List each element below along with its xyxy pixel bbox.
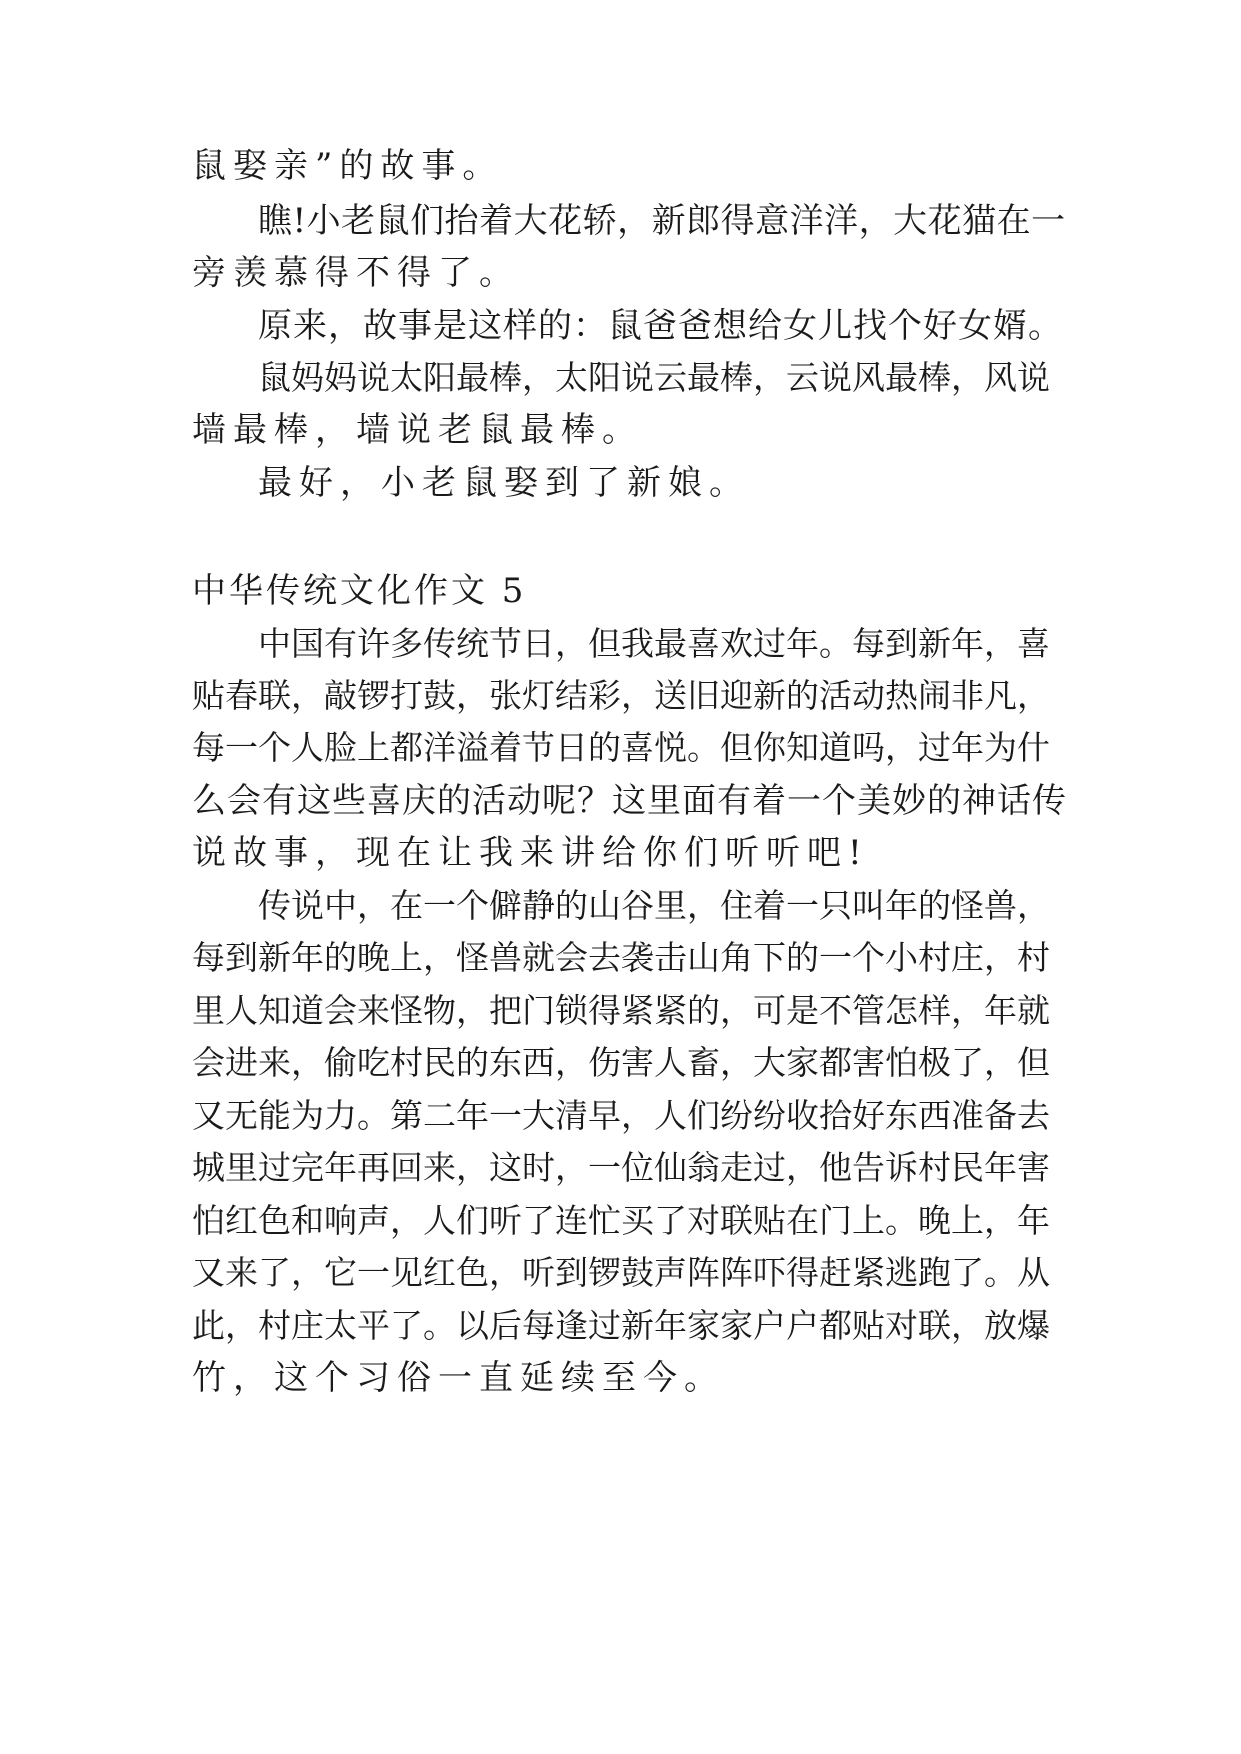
section-title: 中华传统文化作文 5: [192, 571, 527, 611]
paragraph-line: 中国有许多传统节日，但我最喜欢过年。每到新年，喜: [258, 624, 1050, 663]
paragraph-line: 怕红色和响声，人们听了连忙买了对联贴在门上。晚上，年: [192, 1201, 1050, 1240]
paragraph-line: 里人知道会来怪物，把门锁得紧紧的，可是不管怎样，年就: [192, 991, 1050, 1030]
paragraph-line: 原来，故事是这样的：鼠爸爸想给女儿找个好女婿。: [258, 306, 1063, 346]
paragraph-line: 鼠妈妈说太阳最棒，太阳说云最棒，云说风最棒，风说: [258, 358, 1050, 397]
paragraph-line: 旁羡慕得不得了。: [192, 253, 520, 293]
paragraph-line: 每一个人脸上都洋溢着节日的喜悦。但你知道吗，过年为什: [192, 728, 1050, 767]
paragraph-line: 鼠娶亲”的故事。: [192, 146, 504, 186]
paragraph-line: 贴春联，敲锣打鼓，张灯结彩，送旧迎新的活动热闹非凡，: [192, 676, 1050, 715]
paragraph-line: 会进来，偷吃村民的东西，伤害人畜，大家都害怕极了，但: [192, 1043, 1050, 1082]
paragraph-line: 墙最棒，墙说老鼠最棒。: [192, 410, 643, 450]
paragraph-line: 又无能为力。第二年一大清早，人们纷纷收拾好东西准备去: [192, 1096, 1050, 1135]
paragraph-line: 此，村庄太平了。以后每逢过新年家家户户都贴对联，放爆: [192, 1306, 1050, 1345]
paragraph-line: 说故事，现在让我来讲给你们听听吧!: [192, 833, 869, 873]
paragraph-line: 么会有这些喜庆的活动呢？这里面有着一个美妙的神话传: [192, 781, 1067, 821]
paragraph-line: 瞧!小老鼠们抬着大花轿，新郎得意洋洋，大花猫在一: [258, 201, 1066, 241]
paragraph-line: 竹，这个习俗一直延续至今。: [192, 1358, 725, 1398]
paragraph-line: 每到新年的晚上，怪兽就会去袭击山角下的一个小村庄，村: [192, 938, 1050, 977]
paragraph-line: 传说中，在一个僻静的山谷里，住着一只叫年的怪兽，: [258, 886, 1050, 925]
paragraph-line: 最好，小老鼠娶到了新娘。: [258, 463, 750, 503]
paragraph-line: 又来了，它一见红色，听到锣鼓声阵阵吓得赶紧逃跑了。从: [192, 1253, 1050, 1292]
paragraph-line: 城里过完年再回来，这时，一位仙翁走过，他告诉村民年害: [192, 1148, 1050, 1187]
